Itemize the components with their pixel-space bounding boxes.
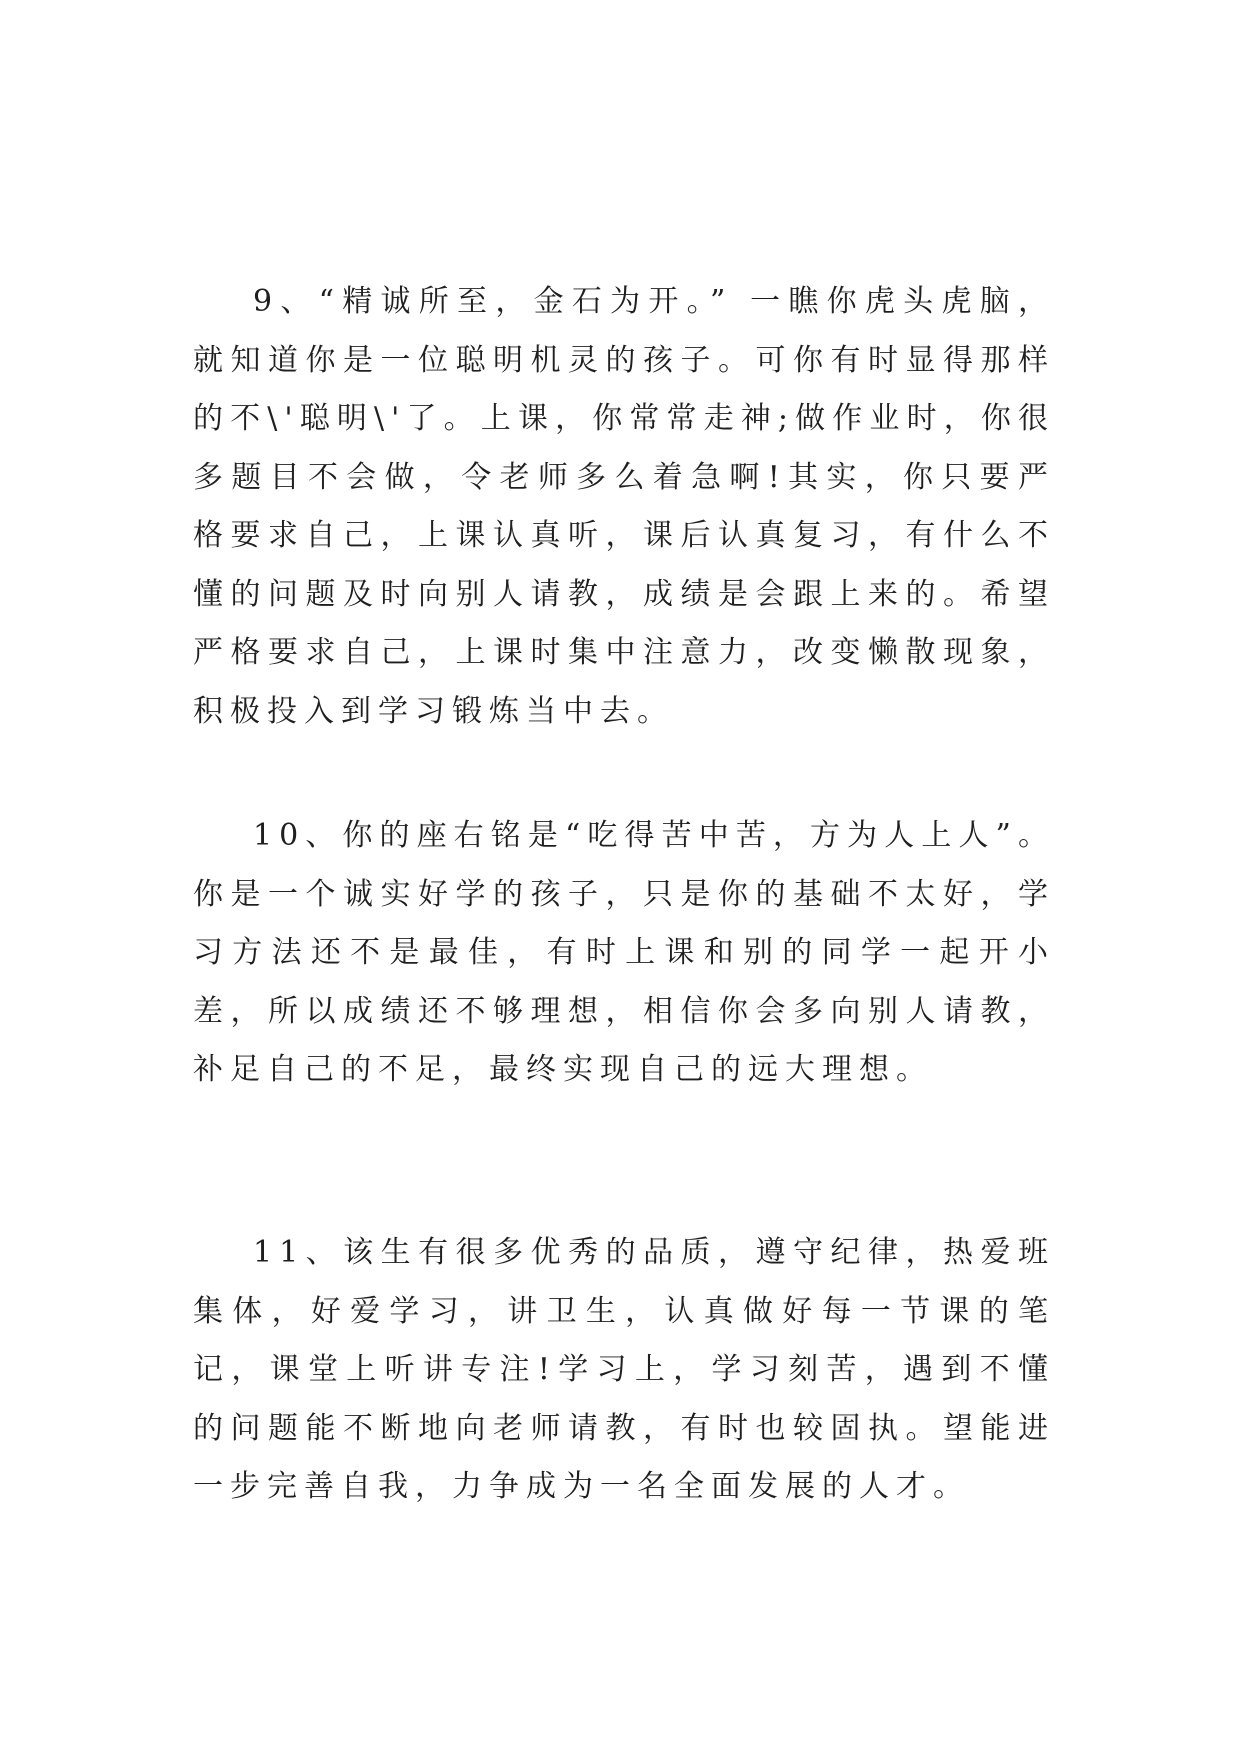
comment-paragraph-11: 11、该生有很多优秀的品质，遵守纪律，热爱班集体，好爱学习，讲卫生，认真做好每一节课的笔记，课堂上听讲专注!学习上，学习刻苦，遇到不懂的问题能不断地向老师请教，有时也较固执。望能进一步完善自我，力争成为一名全面发展的人才。 xyxy=(193,1235,1055,1504)
comment-paragraph-10: 10、你的座右铭是“吃得苦中苦，方为人上人”。 你是一个诚实好学的孩子，只是你的基础不太好，学习方法还不是最佳，有时上课和别的同学一起开小差，所以成绩还不够理想，相信你会多向别人请教，补足自己的不足，最终实现自己的远大理想。 xyxy=(193,818,1055,1087)
comment-paragraph-9: 9、“精诚所至，金石为开。” 一瞧你虎头虎脑，就知道你是一位聪明机灵的孩子。可你有时显得那样的不\'聪明\'了。上课，你常常走神;做作业时，你很多题目不会做，令老师多么着急啊!其实，你只要严格要求自己，上课认真听，课后认真复习，有什么不懂的问题及时向别人请教，成绩是会跟上来的。希望严格要求自己，上课时集中注意力，改变懒散现象，积极投入到学习锻炼当中去。 xyxy=(193,284,1055,729)
